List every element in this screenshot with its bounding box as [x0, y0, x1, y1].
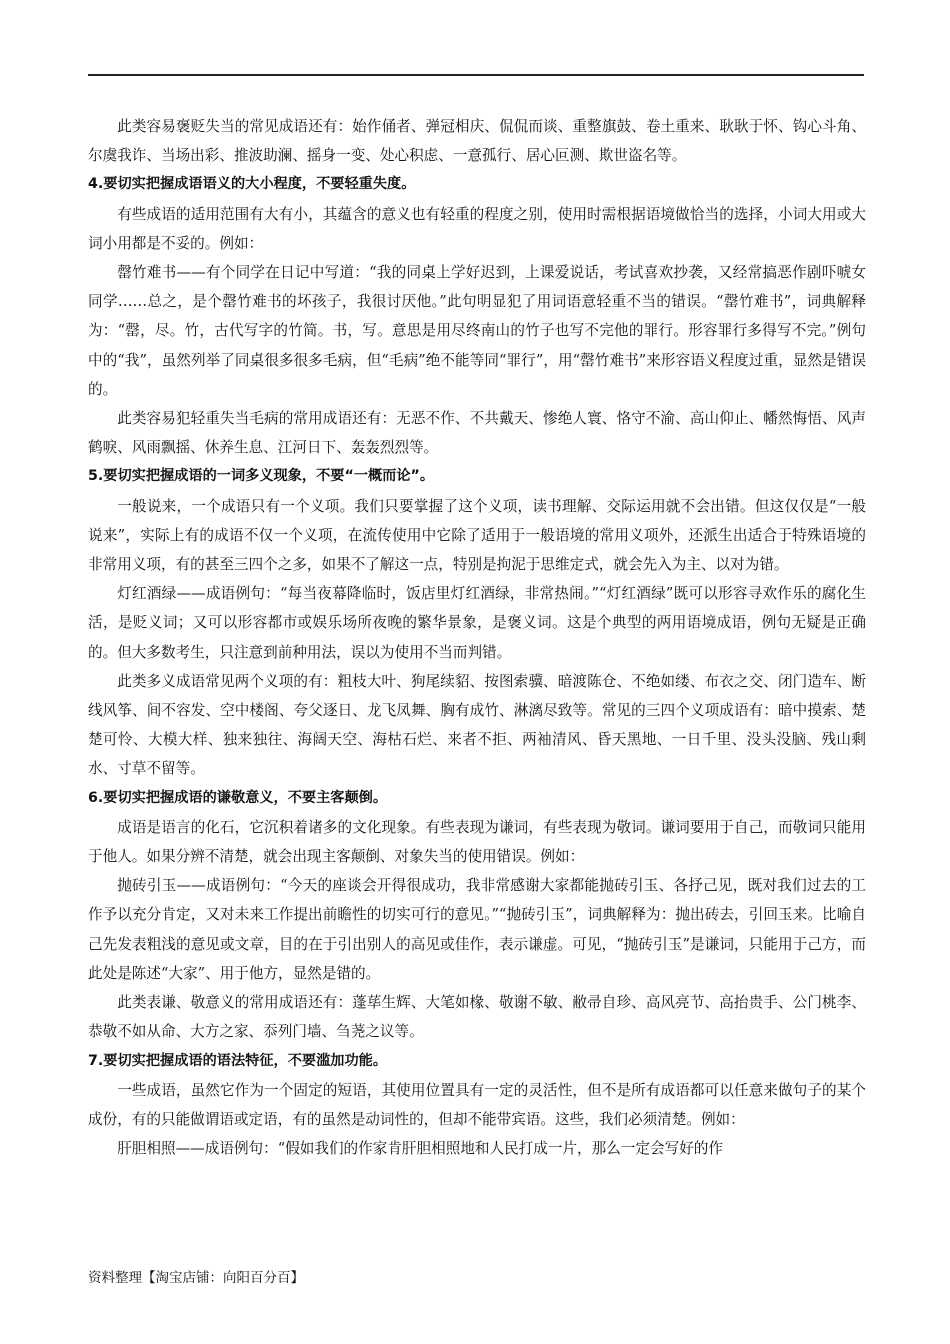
header-rule: [88, 74, 864, 76]
document-body: [88, 112, 866, 1163]
paragraph: 罄竹难书——有个同学在日记中写道：“我的同桌上学好迟到，上课爱说话，考试喜欢抄袭，又经常搞恶作剧吓唬女同学……总之，是个罄竹难书的坏孩子，我很讨厌他。”此句明显犯了用词语意轻重不当的错误。“罄竹难书”，词典解释为：“罄，尽。竹，古代写字的竹简。书，写。意思是用尽终南山的竹子也写不完他的罪行。形容罪行多得写不完。”例句中的“我”，虽然列举了同桌很多很多毛病，但“毛病”绝不能等同“罪行”，用“罄竹难书”来形容语义程度过重，显然是错误的。: [88, 264, 866, 398]
paragraph: 肝胆相照——成语例句：“假如我们的作家肯肝胆相照地和人民打成一片，那么一定会写好的作: [117, 1140, 723, 1158]
paragraph: 一般说来，一个成语只有一个义项。我们只要掌握了这个义项，读书理解、交际运用就不会出错。但这仅仅是“一般说来”，实际上有的成语不仅一个义项，在流传使用中它除了适用于一般语境的常用义项外，还派生出适合于特殊语境的非常用义项，有的甚至三四个之多，如果不了解这一点，特别是拘泥于思维定式，就会先入为主、以对为错。: [88, 497, 866, 574]
paragraph: 此类容易褒贬失当的常见成语还有：始作俑者、弹冠相庆、侃侃而谈、重整旗鼓、卷土重来、耿耿于怀、钩心斗角、尔虞我诈、当场出彩、推波助澜、摇身一变、处心积虑、一意孤行、居心叵测、欺世盗名等。: [88, 118, 866, 165]
section-heading: 6.要切实把握成语的谦敬意义，不要主客颠倒。: [88, 789, 388, 806]
paragraph: 抛砖引玉——成语例句：“今天的座谈会开得很成功，我非常感谢大家都能抛砖引玉、各抒己见，既对我们过去的工作予以充分肯定，又对未来工作提出前瞻性的切实可行的意见。”“抛砖引玉”，词典解释为：抛出砖去，引回玉来。比喻自己先发表粗浅的意见或文章，目的在于引出别人的高见或佳作，表示谦虚。可见，“抛砖引玉”是谦词，只能用于己方，而此处是陈述“大家”、用于他方，显然是错的。: [88, 877, 866, 982]
paragraph: 一些成语，虽然它作为一个固定的短语，其使用位置具有一定的灵活性，但不是所有成语都可以任意来做句子的某个成份，有的只能做谓语或定语，有的虽然是动词性的，但却不能带宾语。这些，我们必须清楚。例如：: [88, 1081, 866, 1128]
paragraph: 成语是语言的化石，它沉积着诸多的文化现象。有些表现为谦词，有些表现为敬词。谦词要用于自己，而敬词只能用于他人。如果分辨不清楚，就会出现主客颠倒、对象失当的使用错误。例如：: [88, 818, 866, 866]
section-heading: 5.要切实把握成语的一词多义现象，不要“一概而论”。: [88, 468, 435, 485]
section-heading: 7.要切实把握成语的语法特征，不要滥加功能。: [88, 1052, 388, 1069]
paragraph: 此类表谦、敬意义的常用成语还有：蓬荜生辉、大笔如椽、敬谢不敏、敝帚自珍、高风亮节、高抬贵手、公门桃李、恭敬不如从命、大方之家、忝列门墙、刍荛之议等。: [88, 994, 866, 1041]
page-footer: 资料整理【淘宝店铺：向阳百分百】: [88, 1270, 304, 1286]
paragraph: 有些成语的适用范围有大有小，其蕴含的意义也有轻重的程度之别，使用时需根据语境做恰当的选择，小词大用或大词小用都是不妥的。例如：: [88, 205, 866, 252]
paragraph: 此类容易犯轻重失当毛病的常用成语还有：无恶不作、不共戴天、惨绝人寰、恪守不渝、高山仰止、幡然悔悟、风声鹤唳、风雨飘摇、休养生息、江河日下、轰轰烈烈等。: [88, 410, 866, 457]
paragraph: 此类多义成语常见两个义项的有：粗枝大叶、狗尾续貂、按图索骥、暗渡陈仓、不绝如缕、布衣之交、闭门造车、断线风筝、间不容发、空中楼阁、夸父逐日、龙飞凤舞、胸有成竹、淋漓尽致等。常见的三四个义项成语有：暗中摸索、楚楚可怜、大模大样、独来独往、海阔天空、海枯石烂、来者不拒、两袖清风、昏天黑地、一日千里、没头没脑、残山剩水、寸草不留等。: [88, 672, 866, 778]
paragraph: 灯红酒绿——成语例句：“每当夜幕降临时，饭店里灯红酒绿，非常热闹。”“灯红酒绿”既可以形容寻欢作乐的腐化生活，是贬义词；又可以形容都市或娱乐场所夜晚的繁华景象，是褒义词。这是个典型的两用语境成语，例句无疑是正确的。但大多数考生，只注意到前种用法，误以为使用不当而判错。: [88, 585, 866, 661]
section-heading: 4.要切实把握成语语义的大小程度，不要轻重失度。: [88, 176, 416, 193]
